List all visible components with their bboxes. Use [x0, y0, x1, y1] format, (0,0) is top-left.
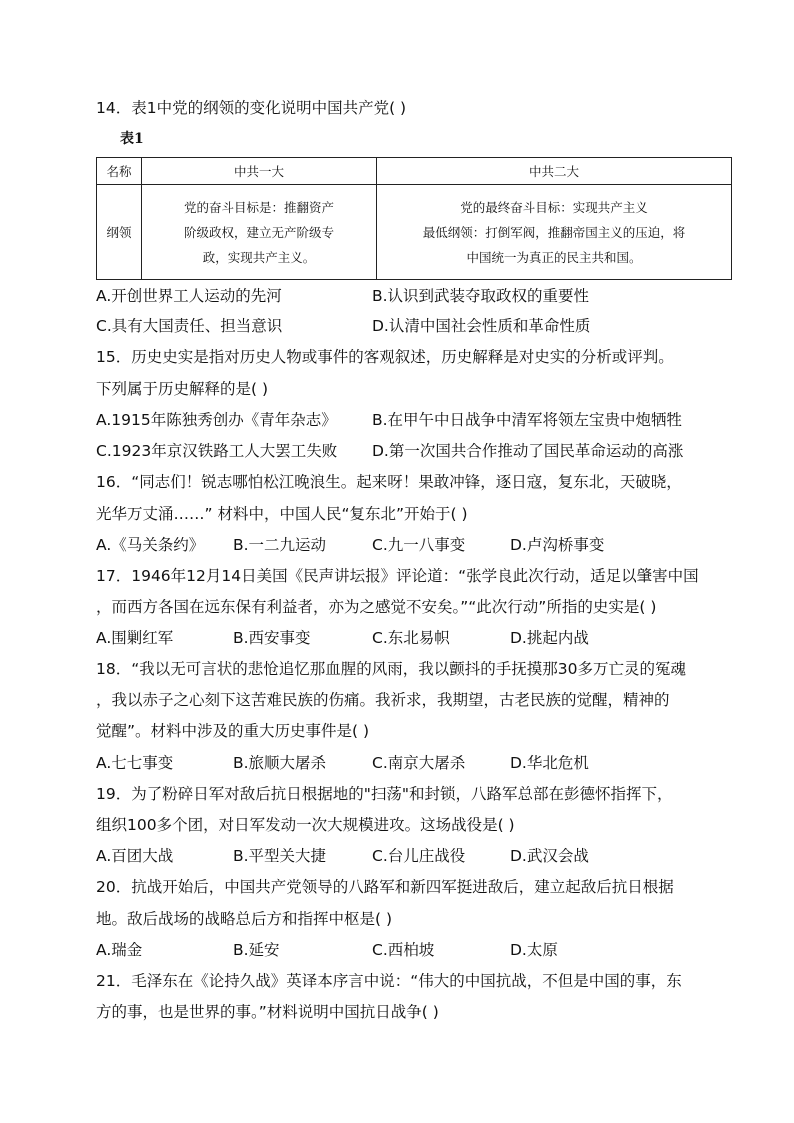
cell-line: 阶级政权，建立无产阶级专 [183, 224, 334, 240]
option-d[interactable]: D.太原 [510, 941, 558, 959]
option-b[interactable]: B.在甲午中日战争中清军将领左宝贵中炮牺牲 [372, 411, 683, 429]
option-d[interactable]: D.卢沟桥事变 [510, 536, 605, 554]
option-d[interactable]: D.第一次国共合作推动了国民革命运动的高涨 [372, 442, 684, 460]
cell-line: 中国统一为真正的民主共和国。 [466, 249, 642, 265]
option-d[interactable]: D.认清中国社会性质和革命性质 [372, 317, 591, 335]
table-cell-first-congress [142, 185, 377, 280]
program-table [96, 157, 732, 280]
option-b[interactable]: B.延安 [233, 941, 280, 959]
q16-stem-line1: 16．“同志们！锐志哪怕松江晚浪生。起来呀！果敢冲锋，逐日寇，复东北，天破晓， [96, 473, 682, 491]
q19-stem-line1: 19．为了粉碎日军对敌后抗日根据地的"扫荡"和封锁，八路军总部在彭德怀指挥下， [96, 785, 673, 803]
table-header-second-congress: 中共二大 [377, 158, 732, 185]
option-d[interactable]: D.华北危机 [510, 754, 589, 772]
q21-stem-line2: 方的事，也是世界的事。”材料说明中国抗日战争( ) [96, 1003, 439, 1021]
option-d[interactable]: D.挑起内战 [510, 629, 589, 647]
option-a[interactable]: A.瑞金 [96, 941, 143, 959]
q15-stem-line2: 下列属于历史解释的是( ) [96, 380, 269, 398]
cell-line: 党的最终奋斗目标：实现共产主义 [460, 199, 648, 215]
table-row-label: 纲领 [97, 185, 142, 280]
table-header-name: 名称 [97, 158, 142, 185]
option-a[interactable]: A.《马关条约》 [96, 536, 205, 554]
q19-stem-line2: 组织100多个团，对日军发动一次大规模进攻。这场战役是( ) [96, 816, 515, 834]
option-c[interactable]: C.南京大屠杀 [372, 754, 466, 772]
option-b[interactable]: B.一二九运动 [233, 536, 327, 554]
option-c[interactable]: C.九一八事变 [372, 536, 466, 554]
q14-stem: 14．表1中党的纲领的变化说明中国共产党( ) [96, 99, 407, 117]
option-a[interactable]: A.1915年陈独秀创办《青年杂志》 [96, 411, 337, 429]
q17-stem-line2: ，而西方各国在远东保有利益者，亦为之感觉不安矣。”“此次行动”所指的史实是( ) [96, 598, 657, 616]
option-b[interactable]: B.平型关大捷 [233, 847, 327, 865]
table-caption: 表1 [120, 131, 144, 147]
option-c[interactable]: C.东北易帜 [372, 629, 450, 647]
option-b[interactable]: B.西安事变 [233, 629, 311, 647]
option-c[interactable]: C.1923年京汉铁路工人大罢工失败 [96, 442, 338, 460]
q16-stem-line2: 光华万丈涌……” 材料中，中国人民“复东北”开始于( ) [96, 505, 468, 523]
option-d[interactable]: D.武汉会战 [510, 847, 589, 865]
q20-stem-line1: 20．抗战开始后，中国共产党领导的八路军和新四军挺进敌后，建立起敌后抗日根据 [96, 878, 674, 896]
option-a[interactable]: A.围剿红军 [96, 629, 174, 647]
option-a[interactable]: A.开创世界工人运动的先河 [96, 287, 282, 305]
table-header-first-congress: 中共一大 [142, 158, 377, 185]
cell-line: 最低纲领：打倒军阀，推翻帝国主义的压迫，将 [422, 224, 686, 240]
cell-line: 党的奋斗目标是：推翻资产 [183, 199, 334, 215]
q15-stem-line1: 15．历史史实是指对历史人物或事件的客观叙述，历史解释是对史实的分析或评判。 [96, 348, 674, 366]
q18-stem-line3: 觉醒”。材料中涉及的重大历史事件是( ) [96, 722, 370, 740]
table-cell-second-congress [377, 185, 732, 280]
option-a[interactable]: A.七七事变 [96, 754, 174, 772]
q21-stem-line1: 21．毛泽东在《论持久战》英译本序言中说：“伟大的中国抗战，不但是中国的事，东 [96, 972, 682, 990]
option-a[interactable]: A.百团大战 [96, 847, 174, 865]
option-b[interactable]: B.认识到武装夺取政权的重要性 [372, 287, 590, 305]
option-c[interactable]: C.具有大国责任、担当意识 [96, 317, 283, 335]
q18-stem-line1: 18．“我以无可言状的悲怆追忆那血腥的风雨，我以颤抖的手抚摸那30多万亡灵的冤魂 [96, 660, 686, 678]
option-c[interactable]: C.西柏坡 [372, 941, 435, 959]
q17-stem-line1: 17．1946年12月14日美国《民声讲坛报》评论道：“张学良此次行动，适足以肇害中国 [96, 567, 699, 585]
q18-stem-line2: ，我以赤子之心刻下这苦难民族的伤痛。我祈求，我期望，古老民族的觉醒，精神的 [96, 691, 670, 709]
option-c[interactable]: C.台儿庄战役 [372, 847, 466, 865]
cell-line: 政，实现共产主义。 [202, 249, 316, 265]
option-b[interactable]: B.旅顺大屠杀 [233, 754, 327, 772]
q20-stem-line2: 地。敌后战场的战略总后方和指挥中枢是( ) [96, 910, 393, 928]
